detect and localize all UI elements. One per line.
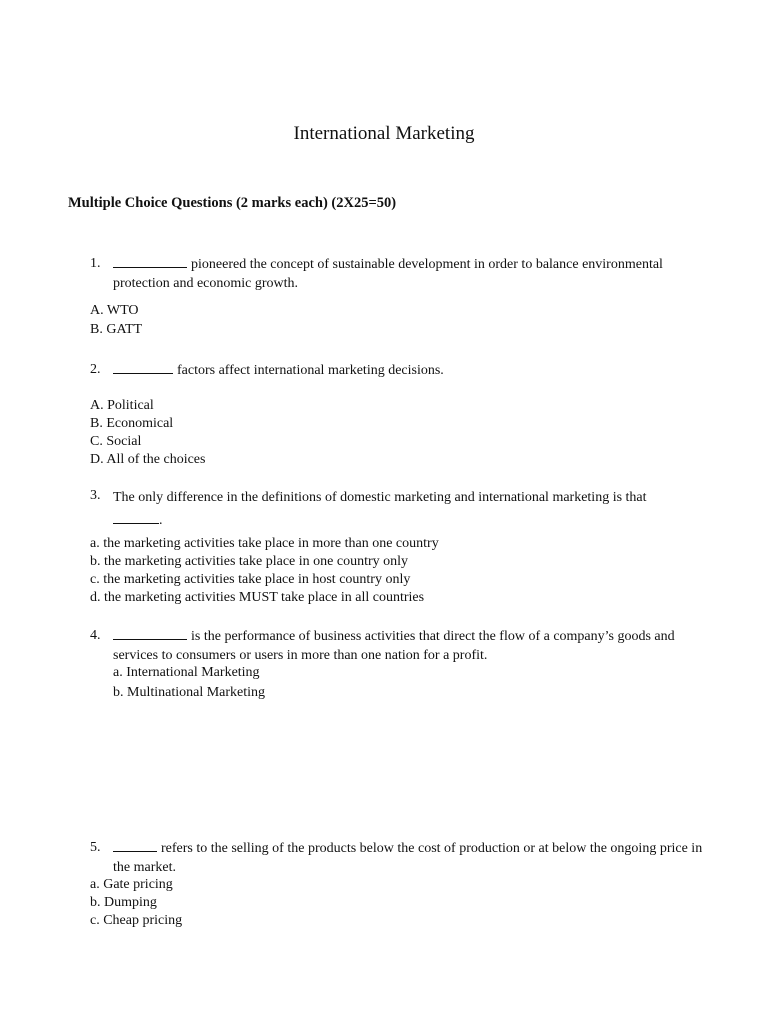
option: B. GATT xyxy=(90,322,143,337)
question-text xyxy=(113,838,713,877)
question-number: 5. xyxy=(90,840,101,855)
answer-blank xyxy=(113,510,159,524)
question-end: . xyxy=(159,513,163,528)
answer-blank xyxy=(113,360,173,374)
question-text xyxy=(113,254,713,293)
question-number: 3. xyxy=(90,488,101,503)
option: a. the marketing activities take place in more than one country xyxy=(90,536,439,551)
option: C. Social xyxy=(90,434,142,449)
question-body: is the performance of business activities that direct the flow of a company’s goods and services to consumers or users in more than one nation for a profit. xyxy=(113,629,675,663)
answer-blank xyxy=(113,838,157,852)
option: D. All of the choices xyxy=(90,452,206,467)
question-text xyxy=(113,626,713,665)
option: A. WTO xyxy=(90,303,139,318)
option: c. Cheap pricing xyxy=(90,913,183,928)
option: B. Economical xyxy=(90,416,174,431)
answer-blank xyxy=(113,626,187,640)
question-body: The only difference in the definitions of domestic marketing and international marketing is that xyxy=(113,490,647,505)
option: b. Multinational Marketing xyxy=(113,685,266,700)
question-number: 4. xyxy=(90,628,101,643)
option: d. the marketing activities MUST take place in all countries xyxy=(90,590,425,605)
option: b. Dumping xyxy=(90,895,157,910)
option: c. the marketing activities take place in host country only xyxy=(90,572,411,587)
question-body: factors affect international marketing decisions. xyxy=(177,363,444,378)
question-number: 2. xyxy=(90,362,101,377)
option: b. the marketing activities take place in one country only xyxy=(90,554,409,569)
answer-blank xyxy=(113,254,187,268)
question-text xyxy=(113,360,713,380)
document-title: International Marketing xyxy=(293,123,475,144)
option: A. Political xyxy=(90,398,154,413)
section-heading: Multiple Choice Questions (2 marks each) (2X25=50) xyxy=(68,195,397,211)
option: a. International Marketing xyxy=(113,665,260,680)
option: a. Gate pricing xyxy=(90,877,173,892)
question-body: pioneered the concept of sustainable development in order to balance environmental protection and economic growth. xyxy=(113,257,663,291)
question-number: 1. xyxy=(90,256,101,271)
question-text xyxy=(113,486,713,532)
question-body: refers to the selling of the products below the cost of production or at below the ongoing price in the market. xyxy=(113,841,703,875)
